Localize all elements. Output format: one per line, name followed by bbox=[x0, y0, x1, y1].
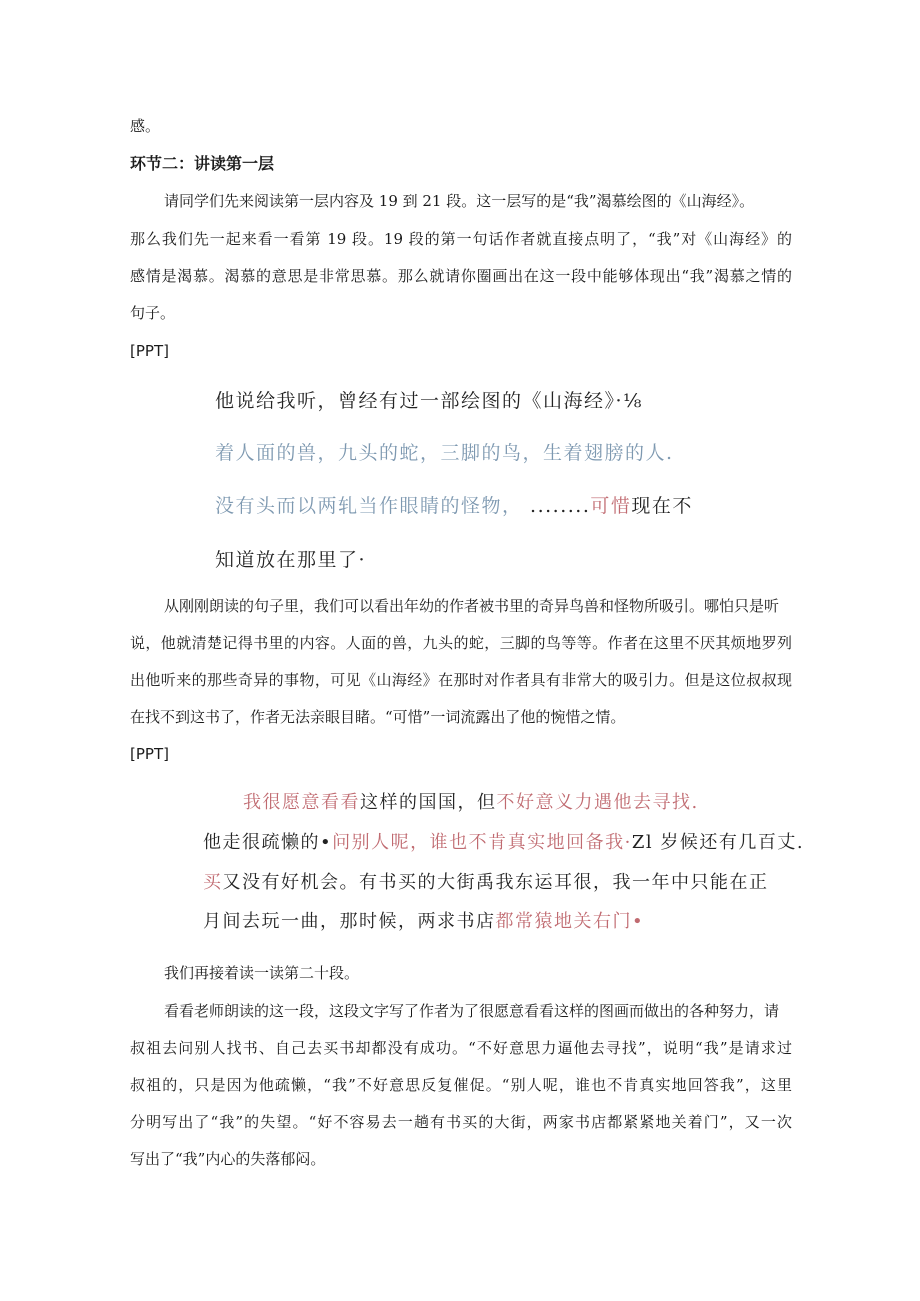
slide-text-highlight: 我很愿意看看 bbox=[243, 792, 360, 813]
paragraph-line: 从刚刚朗读的句子里，我们可以看出年幼的作者被书里的奇异鸟兽和怪物所吸引。哪怕只是听 bbox=[164, 597, 780, 615]
slide-ellipsis: ........ bbox=[522, 495, 591, 517]
paragraph-transition: 我们再接着读一读第二十段。 bbox=[164, 964, 360, 982]
ppt-label: [PPT] bbox=[130, 342, 169, 360]
slide-text: 月间去玩一曲，那时候，两求书店 bbox=[203, 911, 496, 932]
slide-text: 又没有好机会。有书买的大街禹我东运耳很，我一年中只能在正 bbox=[222, 872, 769, 893]
slide-line bbox=[203, 871, 769, 895]
slide-line bbox=[203, 831, 804, 855]
paragraph-line: 请同学们先来阅读第一层内容及 19 到 21 段。这一层写的是“我”渴慕绘图的《山海经》。 bbox=[164, 192, 755, 210]
slide-line bbox=[203, 910, 644, 934]
slide-text-highlight: 买 bbox=[203, 872, 223, 893]
paragraph-line: 叔祖的，只是因为他疏懒，“我”不好意思反复催促。“别人呢，谁也不肯真实地回答我”，这里 bbox=[130, 1076, 792, 1094]
slide-text: 现在不 bbox=[631, 495, 693, 517]
ppt-label: [PPT] bbox=[130, 745, 169, 763]
paragraph-fragment: 感。 bbox=[130, 117, 161, 135]
slide-text-highlight: 可惜 bbox=[590, 495, 632, 517]
paragraph-line: 叔祖去问别人找书、自己去买书却都没有成功。“不好意思力逼他去寻找”，说明“我”是请求过 bbox=[130, 1039, 792, 1057]
paragraph-line: 感情是渴慕。渴慕的意思是非常思慕。那么就请你圈画出在这一段中能够体现出“我”渴慕之情的 bbox=[130, 267, 792, 285]
paragraph-line: 出他听来的那些奇异的事物，可见《山海经》在那时对作者具有非常大的吸引力。但是这位叔叔现 bbox=[130, 671, 792, 689]
slide-text-highlight: 问别人呢，谁也不肯真实地回备我· bbox=[332, 832, 632, 853]
slide-line bbox=[215, 494, 693, 518]
slide-text: 他走很疏懒的• bbox=[203, 832, 333, 853]
paragraph-line: 分明写出了“我”的失望。“好不容易去一趟有书买的大街，两家书店都紧紧地关着门”，又一次 bbox=[130, 1113, 792, 1131]
slide-text-blue: 没有头而以两轧当作眼睛的怪物， bbox=[215, 495, 523, 517]
paragraph-line: 写出了“我”内心的失落郁闷。 bbox=[130, 1150, 326, 1168]
paragraph-line: 在找不到这书了，作者无法亲眼目睹。“可惜”一词流露出了他的惋惜之情。 bbox=[130, 708, 626, 726]
paragraph-line: 看看老师朗读的这一段，这段文字写了作者为了很愿意看看这样的图画而做出的各种努力，请 bbox=[164, 1002, 780, 1020]
slide-text: 这样的国国，但 bbox=[360, 792, 497, 813]
paragraph-line: 说，他就清楚记得书里的内容。人面的兽，九头的蛇，三脚的鸟等等。作者在这里不厌其烦地罗列 bbox=[130, 634, 792, 652]
slide-text-highlight: 不好意义力遇他去寻找. bbox=[496, 792, 699, 813]
section-heading: 环节二：讲读第一层 bbox=[130, 154, 275, 173]
paragraph-line: 句子。 bbox=[130, 304, 176, 322]
slide-text: Zl 岁候还有几百丈. bbox=[631, 832, 805, 853]
slide-line: 他说给我听，曾经有过一部绘图的《山海经》·⅛ bbox=[215, 390, 643, 412]
paragraph-line: 那么我们先一起来看一看第 19 段。19 段的第一句话作者就直接点明了，“我”对《山海经》的 bbox=[130, 230, 792, 248]
slide-line: 知道放在那里了· bbox=[215, 549, 367, 571]
slide-line: 着人面的兽，九头的蛇，三脚的鸟，生着翅膀的人. bbox=[215, 442, 674, 464]
slide-line bbox=[243, 791, 699, 815]
slide-text-highlight: 都常猿地关右门• bbox=[495, 911, 645, 932]
